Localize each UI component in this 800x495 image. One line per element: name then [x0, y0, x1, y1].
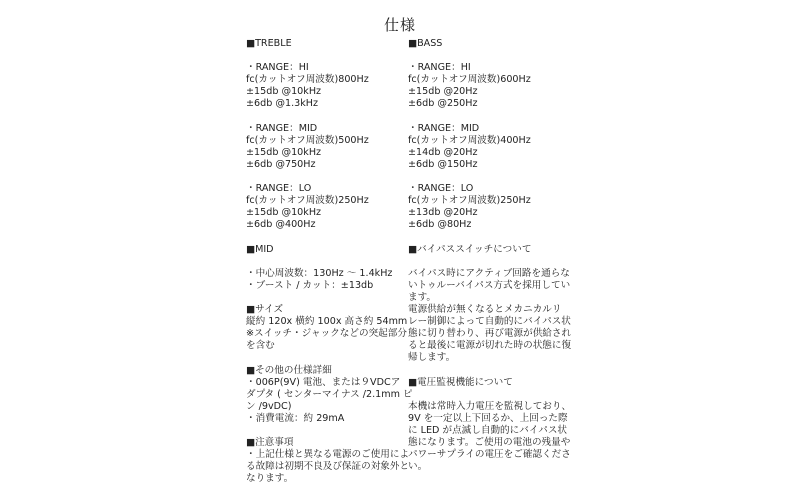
treble-lo-gain-1: ±15db @10kHz: [246, 207, 322, 219]
bass-lo-gain-2: ±6db @80Hz: [408, 219, 472, 231]
voltage-line-1: 本機は常時入力電圧を監視しており、: [408, 400, 572, 412]
treble-hi-fc: fc(カットオフ周波数)800Hz: [246, 74, 369, 86]
mid-heading: ■MID: [246, 243, 274, 255]
bass-lo-fc: fc(カットオフ周波数)250Hz: [408, 195, 531, 207]
treble-hi-range: ・RANGE：HI: [246, 62, 309, 74]
voltage-section: [408, 376, 572, 474]
size-section: [246, 304, 408, 352]
mid-boost-cut: ・ブースト / カット：±13db: [246, 279, 374, 291]
bypass-section: [408, 243, 572, 365]
bypass-para2-line-3: 態に切り替わり、再び電源が供給され: [408, 328, 572, 340]
other-spec-power-2: ダプタ ( センターマイナス /2.1mm ピ: [246, 388, 413, 400]
voltage-line-2: 9V を一定以上下回るか、上回った際: [408, 412, 568, 424]
treble-mid-fc: fc(カットオフ周波数)500Hz: [246, 134, 369, 146]
bass-hi-fc: fc(カットオフ周波数)600Hz: [408, 74, 531, 86]
spec-left-column: [246, 38, 413, 485]
notes-heading: ■注意事項: [246, 437, 294, 449]
voltage-line-4: 態になります。ご使用の電池の残量や: [408, 437, 571, 449]
voltage-line-3: に LED が点滅し自動的にバイパス状: [408, 425, 568, 436]
bypass-para1-line-1: バイパス時にアクティブ回路を通らな: [408, 267, 570, 279]
treble-section: [246, 38, 404, 232]
other-spec-power-3: ン /9vDC): [246, 400, 292, 412]
size-dimensions: 縦約 120x 横約 100x 高さ約 54mm: [246, 316, 408, 328]
treble-mid-gain-1: ±15db @10kHz: [246, 146, 322, 158]
treble-lo-range: ・RANGE：LO: [246, 183, 312, 195]
bypass-heading: ■バイパススイッチについて: [408, 243, 532, 255]
bass-lo-gain-1: ±13db @20Hz: [408, 207, 478, 219]
size-note-1: ※スイッチ・ジャックなどの突起部分: [246, 328, 407, 340]
notes-section: [246, 437, 410, 485]
size-heading: ■サイズ: [246, 304, 284, 316]
treble-hi-gain-2: ±6db @1.3kHz: [246, 98, 319, 110]
bass-mid-gain-2: ±6db @150Hz: [408, 158, 478, 170]
bypass-para1-line-3: ます。: [408, 291, 437, 303]
bass-lo-range: ・RANGE：LO: [408, 183, 474, 195]
spec-right-column: [408, 38, 572, 473]
other-spec-heading: ■その他の仕様詳細: [246, 364, 332, 376]
bypass-para1-line-2: いトゥルーバイパス方式を採用してい: [408, 279, 571, 291]
mid-section: [246, 244, 404, 292]
bypass-para2-line-4: ると最後に電源が切れた時の状態に復: [408, 340, 572, 352]
treble-heading: ■TREBLE: [246, 38, 292, 49]
bass-hi-range: ・RANGE：HI: [408, 62, 471, 74]
bypass-para2-line-1: 電源供給が無くなるとメカニカルリ: [408, 304, 562, 316]
bypass-para2-line-2: レー制御によって自動的にバイパス状: [408, 316, 571, 328]
treble-lo-fc: fc(カットオフ周波数)250Hz: [246, 195, 369, 207]
bass-hi-gain-2: ±6db @250Hz: [408, 98, 478, 110]
voltage-line-6: い。: [408, 461, 428, 473]
other-spec-power-1: ・006P(9V) 電池、または９VDCア: [246, 376, 401, 388]
bass-hi-gain-1: ±15db @20Hz: [408, 86, 478, 98]
mid-center-freq: ・中心周波数：130Hz 〜 1.4kHz: [246, 267, 393, 279]
notes-line-1: ・上記仕様と異なる電源のご使用によ: [246, 449, 410, 461]
notes-line-2: る故障は初期不良及び保証の対象外と: [246, 461, 410, 473]
bass-mid-gain-1: ±14db @20Hz: [408, 146, 478, 158]
bypass-para2-line-5: 帰します。: [408, 352, 456, 364]
bass-mid-fc: fc(カットオフ周波数)400Hz: [408, 134, 531, 146]
treble-mid-range: ・RANGE：MID: [246, 122, 318, 134]
treble-hi-gain-1: ±15db @10kHz: [246, 86, 322, 98]
bass-mid-range: ・RANGE：MID: [408, 122, 480, 134]
other-spec-current: ・消費電流：約 29mA: [246, 412, 345, 424]
treble-lo-gain-2: ±6db @400Hz: [246, 219, 316, 231]
bass-section: [408, 38, 558, 232]
voltage-heading: ■電圧監視機能について: [408, 376, 513, 388]
treble-mid-gain-2: ±6db @750Hz: [246, 158, 316, 170]
notes-line-3: なります。: [246, 473, 294, 485]
bass-heading: ■BASS: [408, 38, 443, 49]
size-note-2: を含む: [246, 340, 275, 352]
page-title: 仕様: [383, 16, 416, 34]
other-spec-section: [246, 364, 413, 425]
voltage-line-5: パワーサプライの電圧をご確認くださ: [408, 449, 571, 461]
